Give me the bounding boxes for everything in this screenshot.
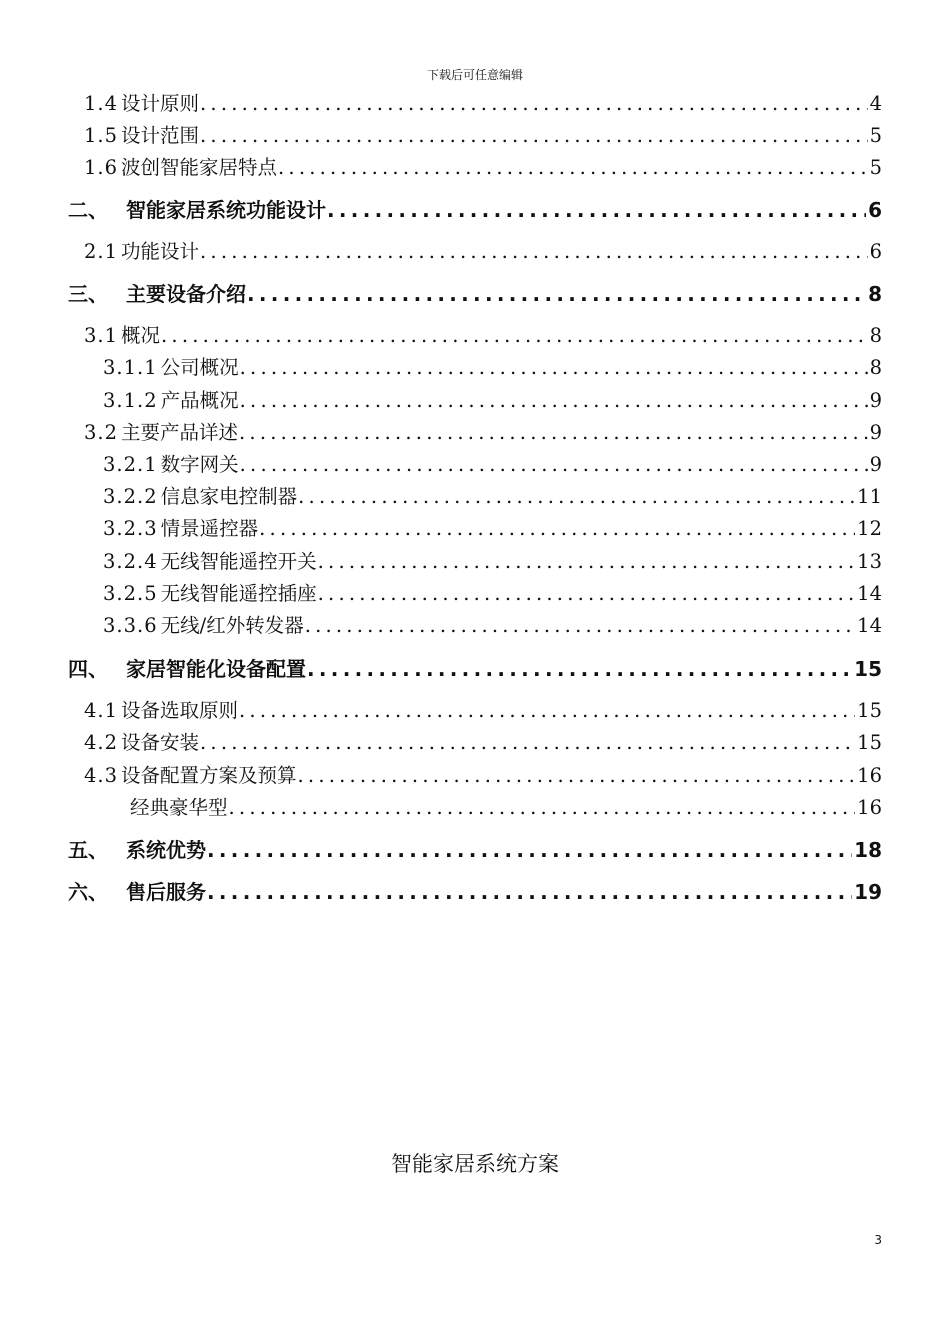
toc-number: 3.2.3 — [103, 517, 158, 540]
toc-number: 3.1 — [84, 324, 119, 347]
page-number: 3 — [874, 1233, 882, 1247]
dot-leader — [161, 324, 868, 347]
toc-entry-3-2-5[interactable] — [103, 578, 882, 606]
page-header: 下载后可任意编辑 — [426, 68, 523, 82]
toc-label: 设计范围 — [121, 124, 200, 147]
toc-page-number: 8 — [869, 356, 882, 379]
toc-page-number: 9 — [869, 421, 882, 444]
toc-number: 3.1.1 — [103, 356, 158, 379]
toc-number: 3.2.1 — [103, 453, 158, 476]
toc-entry-chapter-6[interactable] — [68, 876, 882, 905]
dot-leader — [239, 421, 868, 444]
toc-number: 3.2.4 — [103, 550, 158, 573]
toc-label: 无线智能遥控插座 — [160, 582, 317, 605]
toc-entry-4-3[interactable] — [84, 760, 882, 788]
toc-number: 4.1 — [84, 699, 119, 722]
toc-number: 1.6 — [84, 156, 119, 179]
toc-page-number: 13 — [857, 550, 882, 573]
toc-page-number: 9 — [869, 453, 882, 476]
toc-number: 3.3.6 — [103, 614, 158, 637]
toc-entry-3-2-2[interactable] — [103, 481, 882, 509]
toc-label: 经典豪华型 — [130, 796, 228, 819]
toc-page-number: 6 — [869, 240, 882, 263]
toc-label: 家居智能化设备配置 — [126, 657, 306, 681]
toc-label: 设计原则 — [121, 92, 200, 115]
dot-leader — [200, 124, 868, 147]
toc-label: 设备选取原则 — [121, 699, 239, 722]
toc-entry-chapter-5[interactable] — [68, 834, 882, 863]
toc-page-number: 15 — [857, 731, 882, 754]
toc-number: 4.3 — [84, 764, 119, 787]
toc-label: 智能家居系统功能设计 — [126, 198, 326, 222]
toc-label: 波创智能家居特点 — [121, 156, 278, 179]
toc-label: 产品概况 — [160, 389, 239, 412]
dot-leader — [239, 699, 855, 722]
toc-page-number: 18 — [854, 838, 882, 862]
toc-number: 二、 — [68, 198, 108, 222]
toc-entry-3-1-1[interactable] — [103, 352, 882, 380]
toc-page-number: 16 — [857, 796, 882, 819]
toc-number: 六、 — [68, 880, 108, 904]
toc-entry-3-2-1[interactable] — [103, 449, 882, 477]
dot-leader — [278, 156, 868, 179]
toc-number: 2.1 — [84, 240, 119, 263]
dot-leader — [207, 838, 852, 862]
toc-page-number: 5 — [869, 124, 882, 147]
toc-number: 3.2.5 — [103, 582, 158, 605]
dot-leader — [247, 282, 866, 306]
toc-label: 设备安装 — [121, 731, 200, 754]
toc-label: 信息家电控制器 — [160, 485, 298, 508]
toc-page-number: 9 — [869, 389, 882, 412]
dot-leader — [305, 614, 855, 637]
toc-page-number: 19 — [854, 880, 882, 904]
toc-label: 情景遥控器 — [160, 517, 259, 540]
toc-label: 数字网关 — [160, 453, 239, 476]
toc-entry-classic-luxury[interactable] — [130, 792, 882, 820]
dot-leader — [207, 880, 852, 904]
toc-label: 概况 — [121, 324, 161, 347]
dot-leader — [298, 764, 856, 787]
toc-label: 主要设备介绍 — [126, 282, 246, 306]
toc-entry-3-1-2[interactable] — [103, 385, 882, 413]
dot-leader — [318, 550, 856, 573]
dot-leader — [327, 198, 866, 222]
toc-number: 四、 — [68, 657, 108, 681]
toc-label: 设备配置方案及预算 — [121, 764, 297, 787]
toc-page-number: 8 — [869, 324, 882, 347]
toc-page-number: 11 — [857, 485, 882, 508]
toc-entry-3-2-3[interactable] — [103, 513, 882, 541]
dot-leader — [229, 796, 856, 819]
dot-leader — [240, 453, 868, 476]
toc-number: 3.1.2 — [103, 389, 158, 412]
toc-entry-2-1[interactable] — [84, 236, 882, 264]
toc-number: 1.5 — [84, 124, 119, 147]
toc-entry-4-1[interactable] — [84, 695, 882, 723]
toc-number: 4.2 — [84, 731, 119, 754]
toc-entry-chapter-3[interactable] — [68, 278, 882, 307]
toc-entry-1-5[interactable] — [84, 120, 882, 148]
toc-page-number: 6 — [868, 198, 882, 222]
toc-entry-chapter-2[interactable] — [68, 194, 882, 223]
toc-entry-1-4[interactable] — [84, 88, 882, 116]
toc-label: 功能设计 — [121, 240, 200, 263]
toc-page-number: 5 — [869, 156, 882, 179]
toc-entry-4-2[interactable] — [84, 727, 882, 755]
toc-page-number: 12 — [857, 517, 882, 540]
dot-leader — [200, 731, 855, 754]
toc-page-number: 14 — [857, 582, 882, 605]
toc-number: 3.2.2 — [103, 485, 158, 508]
toc-page-number: 15 — [854, 657, 882, 681]
toc-page-number: 8 — [868, 282, 882, 306]
toc-number: 五、 — [68, 838, 108, 862]
dot-leader — [240, 389, 868, 412]
toc-page-number: 15 — [857, 699, 882, 722]
dot-leader — [307, 657, 852, 681]
footer-title: 智能家居系统方案 — [391, 1152, 559, 1176]
toc-entry-1-6[interactable] — [84, 152, 882, 180]
dot-leader — [298, 485, 855, 508]
dot-leader — [200, 240, 868, 263]
toc-page-number: 16 — [857, 764, 882, 787]
toc-label: 系统优势 — [126, 838, 206, 862]
toc-number: 1.4 — [84, 92, 119, 115]
toc-entry-3-1[interactable] — [84, 320, 882, 348]
dot-leader — [259, 517, 855, 540]
toc-page-number: 14 — [857, 614, 882, 637]
toc-entry-3-2[interactable] — [84, 417, 882, 445]
dot-leader — [318, 582, 856, 605]
toc-number: 三、 — [68, 282, 108, 306]
toc-label: 售后服务 — [126, 880, 206, 904]
toc-label: 主要产品详述 — [121, 421, 239, 444]
toc-page-number: 4 — [869, 92, 882, 115]
dot-leader — [200, 92, 868, 115]
toc-label: 公司概况 — [160, 356, 239, 379]
toc-label: 无线/红外转发器 — [160, 614, 304, 637]
toc-label: 无线智能遥控开关 — [160, 550, 317, 573]
toc-entry-chapter-4[interactable] — [68, 653, 882, 682]
toc-number: 3.2 — [84, 421, 119, 444]
toc-entry-3-2-4[interactable] — [103, 546, 882, 574]
toc-entry-3-3-6[interactable] — [103, 610, 882, 638]
dot-leader — [240, 356, 868, 379]
